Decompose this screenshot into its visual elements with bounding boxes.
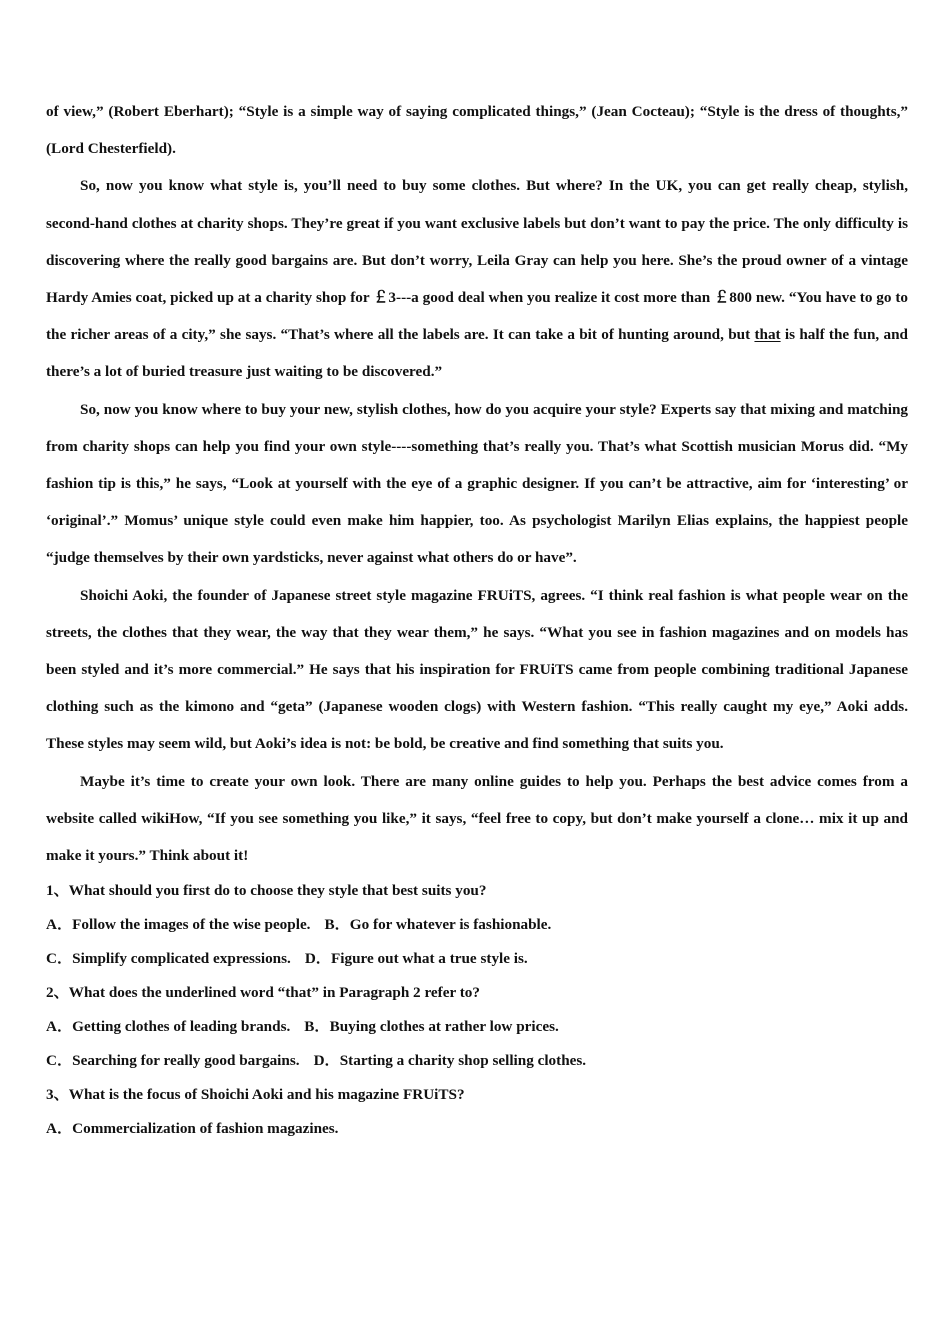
paragraph-1-text: of view,” (Robert Eberhart); “Style is a simple way of saying complicated things,” (Jean Cocteau); “Style is the dress of thoughts,” (Lord Chesterfield). bbox=[46, 103, 908, 158]
paragraph-3 bbox=[46, 391, 908, 577]
question-1-stem: 1、What should you first do to choose they style that best suits you? bbox=[46, 882, 487, 900]
question-1-options-ab bbox=[46, 908, 908, 942]
question-2-stem: 2、What does the underlined word “that” in Paragraph 2 refer to? bbox=[46, 984, 480, 1002]
underlined-word-that: that bbox=[754, 326, 781, 344]
question-1-option-a: A．Follow the images of the wise people. bbox=[46, 916, 311, 934]
paragraph-2 bbox=[46, 167, 908, 390]
paragraph-5-text: Maybe it’s time to create your own look. There are many online guides to help you. Perhaps the best advice comes from a website called wikiHow, “If you see something you like,” it says, “feel free to copy, but don’t make yourself a clone… mix it up and make it yours.” Think about it! bbox=[46, 772, 908, 865]
paragraph-5 bbox=[46, 763, 908, 875]
question-2-option-b: B．Buying clothes at rather low prices. bbox=[304, 1018, 559, 1036]
question-1-option-d: D．Figure out what a true style is. bbox=[304, 950, 528, 968]
paragraph-2-text bbox=[46, 167, 908, 390]
question-3-option-a: A．Commercialization of fashion magazines. bbox=[46, 1120, 339, 1138]
paragraph-2-before: So, now you know what style is, you’ll need to buy some clothes. But where? In the UK, you can get really cheap, stylish, second-hand clothes at charity shops. They’re great if you want exclusive labels but don’t want to pay the price. The only difficulty is discovering where the really good bargains are. But don’t worry, Leila Gray can help you here. She’s the proud owner of a vintage Hardy Amies coat, picked up at a charity shop for ￡3---a good deal when you realize it cost more than ￡800 new. “You have to go to the richer areas of a city,” she says. “That’s where all the labels are. It can take a bit of hunting around, but bbox=[46, 177, 908, 344]
question-2-option-a: A．Getting clothes of leading brands. bbox=[46, 1018, 291, 1036]
question-3-stem: 3、What is the focus of Shoichi Aoki and his magazine FRUiTS? bbox=[46, 1086, 465, 1104]
question-1-option-c: C．Simplify complicated expressions. bbox=[46, 950, 291, 968]
paragraph-3-text: So, now you know where to buy your new, stylish clothes, how do you acquire your style? Experts say that mixing and matching from charity shops can help you find your own style----something that’s really you. That’s what Scottish musician Morus did. “My fashion tip is this,” he says, “Look at yourself with the eye of a graphic designer. If you can’t be attractive, aim for ‘interesting’ or ‘original’.” Momus’ unique style could even make him happier, too. As psychologist Marilyn Elias explains, the happiest people “judge themselves by their own yardsticks, never against what others do or have”. bbox=[46, 400, 908, 567]
question-1-options-cd bbox=[46, 942, 908, 976]
question-2 bbox=[46, 976, 908, 1078]
question-1 bbox=[46, 874, 908, 976]
paragraph-4 bbox=[46, 577, 908, 763]
question-2-options-cd bbox=[46, 1044, 908, 1078]
question-2-option-d: D．Starting a charity shop selling clothes. bbox=[313, 1052, 587, 1070]
question-2-option-c: C．Searching for really good bargains. bbox=[46, 1052, 300, 1070]
paragraph-2-after: is half the fun, and there’s a lot of buried treasure just waiting to be discovered.” bbox=[46, 326, 908, 381]
paragraph-4-text: Shoichi Aoki, the founder of Japanese street style magazine FRUiTS, agrees. “I think real fashion is what people wear on the streets, the clothes that they wear, the way that they wear them,” he says. “What you see in fashion magazines and on models has been styled and it’s more commercial.” He says that his inspiration for FRUiTS came from people combining traditional Japanese clothing such as the kimono and “geta” (Japanese wooden clogs) with Western fashion. “This really caught my eye,” Aoki adds. These styles may seem wild, but Aoki’s idea is not: be bold, be creative and find something that suits you. bbox=[46, 586, 908, 753]
question-2-options-ab bbox=[46, 1010, 908, 1044]
question-3 bbox=[46, 1078, 908, 1146]
document-page bbox=[46, 93, 908, 1146]
question-1-option-b: B．Go for whatever is fashionable. bbox=[324, 916, 552, 934]
paragraph-1 bbox=[46, 93, 908, 167]
